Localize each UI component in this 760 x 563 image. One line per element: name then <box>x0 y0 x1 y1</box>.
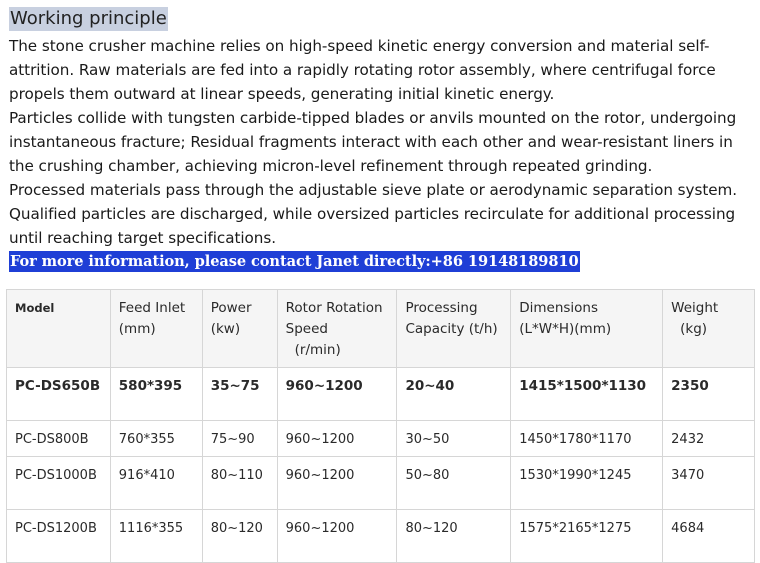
cell-speed: 960~1200 <box>277 510 397 563</box>
cell-feed: 916*410 <box>110 457 202 510</box>
cell-capacity: 50~80 <box>397 457 511 510</box>
description-text <box>9 34 754 250</box>
spec-table <box>6 289 755 563</box>
cell-dims: 1575*2165*1275 <box>511 510 663 563</box>
cell-model: PC-DS650B <box>7 368 111 421</box>
contact-highlight: For more information, please contact Janet directly:+86 19148189810 <box>10 253 579 270</box>
cell-dims: 1450*1780*1170 <box>511 421 663 457</box>
cell-weight: 2350 <box>663 368 755 421</box>
paragraph-1: The stone crusher machine relies on high-speed kinetic energy conversion and material self-attrition. Raw materials are fed into a rapidly rotating rotor assembly, where centrifugal force propels them outward at linear speeds, generating initial kinetic energy. <box>9 37 716 103</box>
cell-model: PC-DS800B <box>7 421 111 457</box>
table-row <box>7 457 755 510</box>
header-feed-inlet: Feed Inlet (mm) <box>110 290 202 368</box>
cell-dims: 1415*1500*1130 <box>511 368 663 421</box>
cell-model: PC-DS1200B <box>7 510 111 563</box>
cell-capacity: 20~40 <box>397 368 511 421</box>
table-header-row <box>7 290 755 368</box>
cell-feed: 580*395 <box>110 368 202 421</box>
cell-weight: 3470 <box>663 457 755 510</box>
cell-dims: 1530*1990*1245 <box>511 457 663 510</box>
cell-feed: 1116*355 <box>110 510 202 563</box>
section-heading: Working principle <box>10 8 167 29</box>
cell-speed: 960~1200 <box>277 368 397 421</box>
cell-model: PC-DS1000B <box>7 457 111 510</box>
header-weight-label: Weight <box>671 300 719 316</box>
header-weight-unit: (kg) <box>680 321 708 337</box>
cell-speed: 960~1200 <box>277 421 397 457</box>
paragraph-2: Particles collide with tungsten carbide-tipped blades or anvils mounted on the rotor, undergoing instantaneous fracture; Residual fragments interact with each other and wear-resistant liners in the crushing chamber, achieving micron-level refinement through repeated grinding. <box>9 109 737 175</box>
cell-power: 75~90 <box>202 421 277 457</box>
cell-capacity: 30~50 <box>397 421 511 457</box>
header-dimensions: Dimensions (L*W*H)(mm) <box>511 290 663 368</box>
cell-weight: 4684 <box>663 510 755 563</box>
cell-capacity: 80~120 <box>397 510 511 563</box>
header-model: Model <box>7 290 111 368</box>
header-rotor-speed-unit: (r/min) <box>294 342 341 358</box>
cell-feed: 760*355 <box>110 421 202 457</box>
paragraph-3: Processed materials pass through the adjustable sieve plate or aerodynamic separation system. Qualified particles are discharged, while oversized particles recirculate for additional processing until reaching target specifications. <box>9 181 738 247</box>
cell-power: 80~110 <box>202 457 277 510</box>
header-rotor-speed <box>277 290 397 368</box>
header-weight <box>663 290 755 368</box>
cell-power: 35~75 <box>202 368 277 421</box>
table-row <box>7 368 755 421</box>
table-row <box>7 510 755 563</box>
header-rotor-speed-label: Rotor Rotation Speed <box>285 300 383 337</box>
cell-power: 80~120 <box>202 510 277 563</box>
table-row <box>7 421 755 457</box>
header-capacity: Processing Capacity (t/h) <box>397 290 511 368</box>
header-power: Power (kw) <box>202 290 277 368</box>
cell-speed: 960~1200 <box>277 457 397 510</box>
cell-weight: 2432 <box>663 421 755 457</box>
